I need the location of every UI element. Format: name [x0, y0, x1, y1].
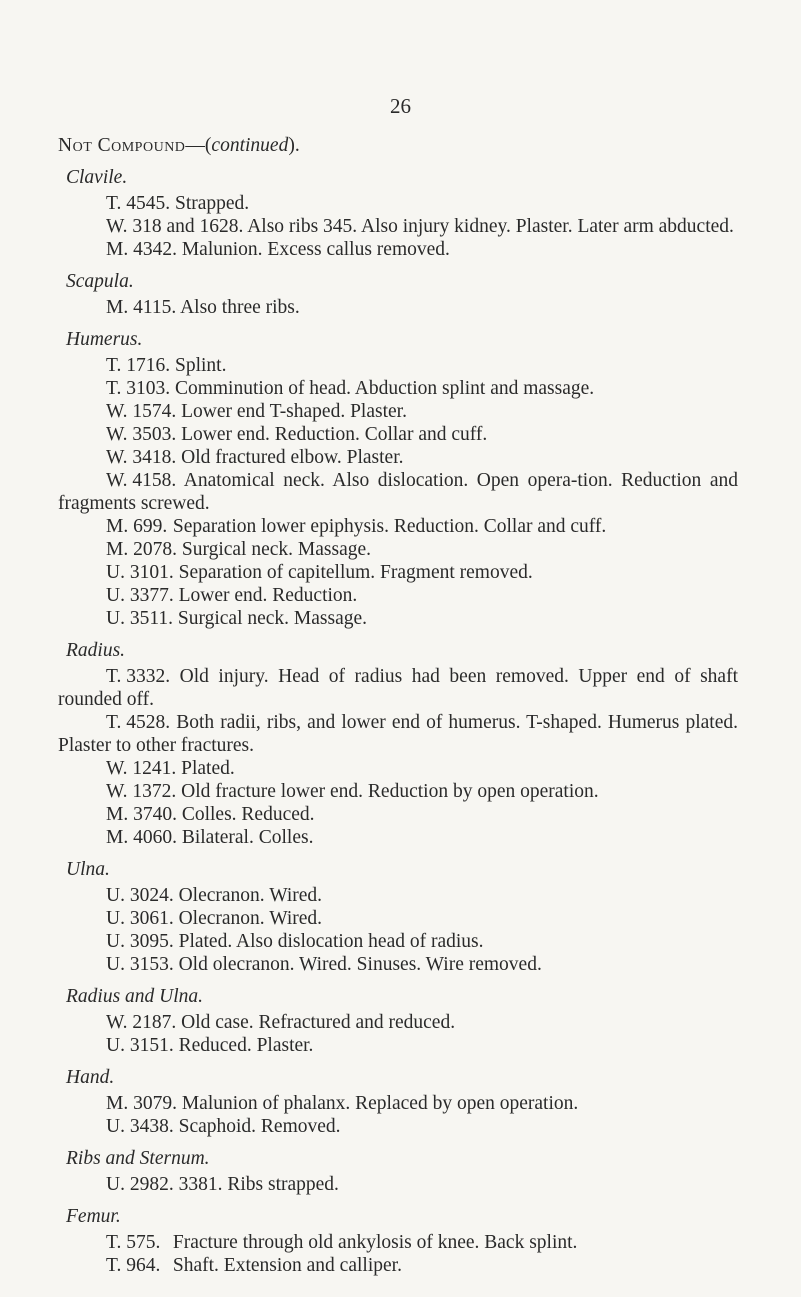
- case-reference: U. 3024.: [106, 885, 174, 906]
- case-entry: [58, 561, 738, 584]
- case-description: Old olecranon. Wired. Sinuses. Wire removed.: [178, 954, 542, 975]
- section-title: Ulna.: [66, 859, 110, 880]
- case-description: Plated.: [181, 758, 235, 779]
- case-description: Lower end. Reduction.: [178, 585, 358, 606]
- case-description: Malunion. Excess callus removed.: [181, 239, 450, 260]
- case-entry: [58, 1092, 738, 1115]
- heading-continued: continued: [211, 135, 289, 156]
- case-reference: W. 4158.: [106, 470, 177, 491]
- section-title: Hand.: [66, 1067, 115, 1088]
- case-reference: W. 3503.: [106, 424, 177, 445]
- case-description: Lower end. Reduction. Collar and cuff.: [181, 424, 488, 445]
- case-reference: T. 964.: [106, 1255, 161, 1276]
- case-entry: [58, 1173, 738, 1196]
- case-description: Scaphoid. Removed.: [178, 1116, 341, 1137]
- case-reference: W. 3418.: [106, 447, 177, 468]
- case-reference: T. 3332.: [106, 666, 171, 687]
- case-entry: [58, 757, 738, 780]
- case-entry: [58, 884, 738, 907]
- case-description: Reduced. Plaster.: [178, 1035, 314, 1056]
- case-entry: [58, 607, 738, 630]
- heading-close: ).: [288, 135, 300, 156]
- case-reference: T. 4528.: [106, 712, 171, 733]
- case-description: Both radii, ribs, and lower end of humerus. T-shaped. Humerus plated. Plaster to other fractures.: [58, 712, 739, 756]
- section-title: Humerus.: [66, 329, 143, 350]
- case-description: Malunion of phalanx. Replaced by open operation.: [181, 1093, 579, 1114]
- case-entry: [58, 1011, 738, 1034]
- case-reference: U. 3377.: [106, 585, 174, 606]
- case-entry: [58, 400, 738, 423]
- case-description: Separation of capitellum. Fragment removed.: [178, 562, 533, 583]
- heading-title: Not Compound: [58, 135, 186, 156]
- case-reference: U. 3101.: [106, 562, 174, 583]
- case-reference: M. 4115.: [106, 297, 177, 318]
- sections-container: [58, 166, 738, 1277]
- case-entry: [58, 907, 738, 930]
- case-entry: [58, 1034, 738, 1057]
- case-reference: M. 3740.: [106, 804, 177, 825]
- case-entry: [58, 354, 738, 377]
- case-reference: T. 1716.: [106, 355, 171, 376]
- case-entry: [58, 584, 738, 607]
- case-reference: U. 3061.: [106, 908, 174, 929]
- page-number: 26: [390, 94, 411, 118]
- case-entry: [58, 238, 738, 261]
- case-reference: T. 575.: [106, 1232, 161, 1253]
- case-description: Fracture through old ankylosis of knee. Back splint.: [172, 1232, 578, 1253]
- case-description: Shaft. Extension and calliper.: [172, 1255, 402, 1276]
- page-heading: [58, 134, 738, 157]
- case-reference: U. 3153.: [106, 954, 174, 975]
- case-description: Old case. Refractured and reduced.: [181, 1012, 456, 1033]
- case-description: Old fractured elbow. Plaster.: [181, 447, 404, 468]
- case-reference: W. 1241.: [106, 758, 177, 779]
- case-description: Splint.: [174, 355, 227, 376]
- case-entry: [58, 1254, 738, 1277]
- case-entry: [58, 665, 738, 711]
- case-reference: T. 4545.: [106, 193, 171, 214]
- section-title: Clavile.: [66, 167, 128, 188]
- case-description: Also ribs 345. Also injury kidney. Plaster. Later arm abducted.: [247, 216, 734, 237]
- case-reference: W. 1372.: [106, 781, 177, 802]
- case-reference: M. 4342.: [106, 239, 177, 260]
- case-description: Separation lower epiphysis. Reduction. Collar and cuff.: [172, 516, 607, 537]
- case-description: 3381. Ribs strapped.: [178, 1174, 339, 1195]
- case-reference: M. 2078.: [106, 539, 177, 560]
- case-entry: [58, 1231, 738, 1254]
- case-reference: U. 3151.: [106, 1035, 174, 1056]
- case-reference: W. 1574.: [106, 401, 177, 422]
- case-reference: U. 3095.: [106, 931, 174, 952]
- section-title: Femur.: [66, 1206, 121, 1227]
- case-entry: [58, 953, 738, 976]
- case-entry: [58, 215, 738, 238]
- case-description: Colles. Reduced.: [181, 804, 315, 825]
- case-reference: M. 699.: [106, 516, 168, 537]
- case-description: Anatomical neck. Also dislocation. Open opera-tion. Reduction and fragments screwed.: [58, 470, 738, 514]
- case-reference: U. 3438.: [106, 1116, 174, 1137]
- case-description: Strapped.: [174, 193, 250, 214]
- case-entry: [58, 515, 738, 538]
- case-reference: U. 3511.: [106, 608, 173, 629]
- case-entry: [58, 803, 738, 826]
- case-description: Bilateral. Colles.: [181, 827, 314, 848]
- case-reference: M. 4060.: [106, 827, 177, 848]
- section-title: Radius.: [66, 640, 126, 661]
- case-entry: [58, 930, 738, 953]
- case-description: Surgical neck. Massage.: [177, 608, 368, 629]
- case-reference: U. 2982.: [106, 1174, 174, 1195]
- case-entry: [58, 1115, 738, 1138]
- case-reference: T. 3103.: [106, 378, 171, 399]
- case-reference: W. 2187.: [106, 1012, 177, 1033]
- case-description: Old injury. Head of radius had been removed. Upper end of shaft rounded off.: [58, 666, 739, 710]
- case-description: Lower end T-shaped. Plaster.: [181, 401, 407, 422]
- case-description: Olecranon. Wired.: [178, 908, 323, 929]
- case-description: Comminution of head. Abduction splint and massage.: [174, 378, 595, 399]
- case-description: Olecranon. Wired.: [178, 885, 323, 906]
- document-body: [58, 134, 738, 1277]
- section-title: Scapula.: [66, 271, 134, 292]
- case-entry: [58, 192, 738, 215]
- case-reference: M. 3079.: [106, 1093, 177, 1114]
- case-entry: [58, 711, 738, 757]
- case-entry: [58, 446, 738, 469]
- case-entry: [58, 296, 738, 319]
- section-title: Radius and Ulna.: [66, 986, 204, 1007]
- case-entry: [58, 423, 738, 446]
- case-description: Plated. Also dislocation head of radius.: [178, 931, 484, 952]
- case-entry: [58, 377, 738, 400]
- case-description: Also three ribs.: [180, 297, 300, 318]
- case-description: Surgical neck. Massage.: [181, 539, 372, 560]
- heading-dash: —(: [185, 135, 212, 156]
- case-description: Old fracture lower end. Reduction by open operation.: [181, 781, 599, 802]
- case-entry: [58, 538, 738, 561]
- case-reference: W. 318 and 1628.: [106, 216, 244, 237]
- case-entry: [58, 826, 738, 849]
- case-entry: [58, 469, 738, 515]
- section-title: Ribs and Sternum.: [66, 1148, 210, 1169]
- case-entry: [58, 780, 738, 803]
